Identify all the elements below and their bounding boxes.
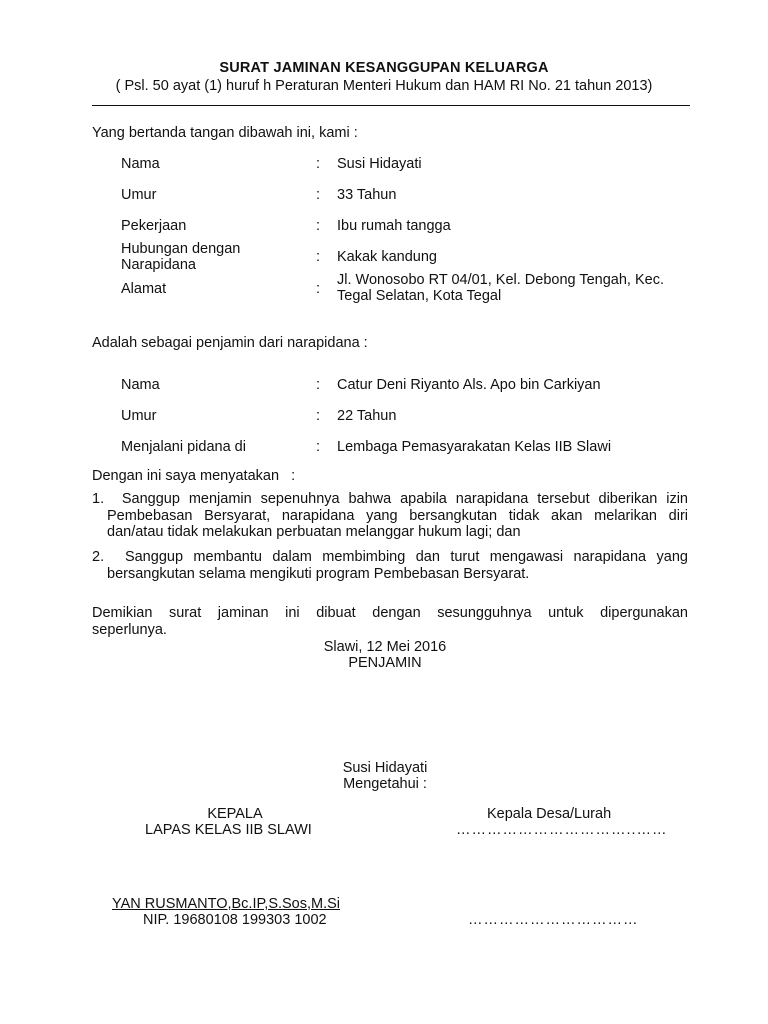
colon: : (316, 218, 321, 234)
left-official-nip: NIP. 19680108 199303 1002 (143, 912, 327, 928)
guarantor-age-value: 33 Tahun (337, 187, 397, 203)
prisoner-facility-value: Lembaga Pemasyarakatan Kelas IIB Slawi (337, 439, 612, 455)
guarantor-address-label: Alamat (121, 281, 167, 297)
statement-intro-text: Dengan ini saya menyatakan : (92, 468, 296, 484)
prisoner-age-value: 22 Tahun (337, 408, 397, 424)
right-official-dots-1: ……………………………..…… (456, 822, 668, 838)
colon: : (316, 249, 321, 265)
colon: : (316, 187, 321, 203)
guarantor-name-label: Nama (121, 156, 160, 172)
guarantor-occupation-label: Pekerjaan (121, 218, 187, 234)
statement-2-line-2: bersangkutan selama mengikuti program Pembebasan Bersyarat. (107, 565, 530, 582)
guarantor-age-label: Umur (121, 187, 157, 203)
signature-place-date: Slawi, 12 Mei 2016 (323, 639, 447, 655)
closing-line-2: seperlunya. (92, 621, 167, 638)
prisoner-facility-label: Menjalani pidana di (121, 439, 246, 455)
statement-2-line-1: 2. Sanggup membantu dalam membimbing dan turut mengawasi narapidana yang (92, 549, 688, 565)
signature-role: PENJAMIN (348, 655, 422, 671)
guarantor-relation-value: Kakak kandung (337, 249, 437, 265)
colon: : (316, 377, 321, 393)
statement-1-line-3: dan/atau tidak melakukan perbuatan melanggar hukum lagi; dan (107, 524, 521, 541)
prisoner-name-value: Catur Deni Riyanto Als. Apo bin Carkiyan (337, 377, 601, 393)
left-official-title-2: LAPAS KELAS IIB SLAWI (145, 822, 312, 838)
prisoner-name-label: Nama (121, 377, 160, 393)
signature-name: Susi Hidayati (342, 760, 428, 776)
intro-text: Yang bertanda tangan dibawah ini, kami : (92, 125, 358, 141)
colon: : (316, 281, 321, 297)
left-official-title-1: KEPALA (207, 806, 263, 822)
right-official-title: Kepala Desa/Lurah (487, 806, 612, 822)
statement-item-2 (92, 549, 688, 582)
closing-line-1: Demikian surat jaminan ini dibuat dengan sesungguhnya untuk dipergunakan (92, 605, 688, 621)
statement-1-line-1: 1. Sanggup menjamin sepenuhnya bahwa apabila narapidana tersebut diberikan izin (92, 491, 688, 507)
right-official-dots-2: …………………………… (468, 912, 639, 928)
statement-1-line-2: Pembebasan Bersyarat, narapidana yang bersangkutan tidak akan melarikan diri (107, 507, 688, 524)
acknowledged-label: Mengetahui : (343, 776, 427, 792)
colon: : (316, 156, 321, 172)
prisoner-intro-text: Adalah sebagai penjamin dari narapidana : (92, 335, 368, 351)
document-title: SURAT JAMINAN KESANGGUPAN KELUARGA (219, 60, 549, 76)
guarantor-occupation-value: Ibu rumah tangga (337, 218, 451, 234)
prisoner-age-label: Umur (121, 408, 157, 424)
header-divider (92, 105, 690, 106)
closing-paragraph (92, 605, 688, 638)
colon: : (316, 408, 321, 424)
guarantor-address-value: Jl. Wonosobo RT 04/01, Kel. Debong Tengah, Kec. (337, 272, 665, 288)
left-official-name: YAN RUSMANTO,Bc.IP,S.Sos,M.Si (112, 896, 341, 912)
document-subtitle: ( Psl. 50 ayat (1) huruf h Peraturan Menteri Hukum dan HAM RI No. 21 tahun 2013) (115, 78, 653, 94)
guarantor-name-value: Susi Hidayati (337, 156, 422, 172)
guarantor-relation-label: Hubungan dengan (121, 241, 241, 257)
colon: : (316, 439, 321, 455)
guarantor-relation-label-2: Narapidana (121, 257, 196, 273)
statement-item-1 (92, 491, 688, 541)
guarantor-address-value-2: Tegal Selatan, Kota Tegal (337, 288, 502, 304)
